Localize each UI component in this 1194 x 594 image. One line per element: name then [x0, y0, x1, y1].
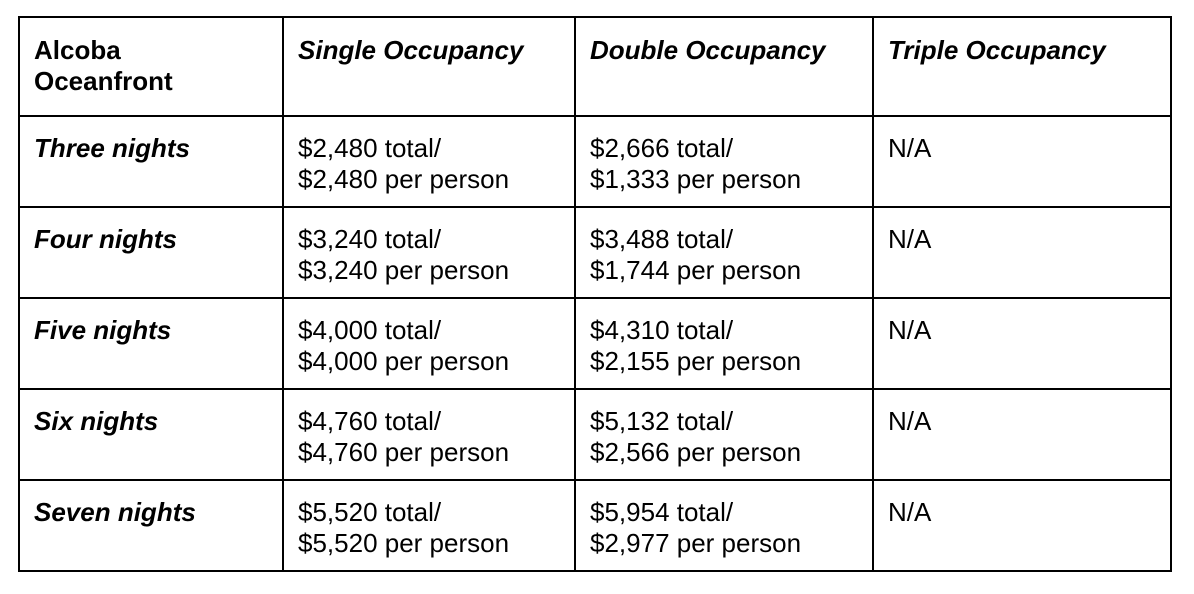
single-occupancy-cell — [283, 116, 575, 207]
per-person-price: $4,760 per person — [298, 437, 510, 467]
row-header: Six nights — [19, 389, 283, 480]
single-occupancy-cell — [283, 207, 575, 298]
triple-occupancy-cell: N/A — [873, 480, 1171, 571]
total-price: $2,480 total/ — [298, 133, 442, 163]
total-price: $3,488 total/ — [590, 224, 734, 254]
column-header-triple: Triple Occupancy — [873, 17, 1171, 116]
rates-table — [18, 16, 1172, 572]
per-person-price: $2,977 per person — [590, 528, 802, 558]
per-person-price: $2,480 per person — [298, 164, 510, 194]
triple-occupancy-cell: N/A — [873, 298, 1171, 389]
total-price: $4,310 total/ — [590, 315, 734, 345]
double-occupancy-cell — [575, 480, 873, 571]
single-occupancy-cell — [283, 389, 575, 480]
total-price: $5,954 total/ — [590, 497, 734, 527]
total-price: $5,520 total/ — [298, 497, 442, 527]
total-price: $4,000 total/ — [298, 315, 442, 345]
corner-label-line2: Oceanfront — [34, 66, 173, 96]
corner-cell — [19, 17, 283, 116]
triple-occupancy-cell: N/A — [873, 116, 1171, 207]
per-person-price: $3,240 per person — [298, 255, 510, 285]
total-price: $3,240 total/ — [298, 224, 442, 254]
triple-occupancy-cell: N/A — [873, 389, 1171, 480]
corner-label-line1: Alcoba — [34, 35, 121, 65]
header-row — [19, 17, 1171, 116]
column-header-double: Double Occupancy — [575, 17, 873, 116]
row-header: Five nights — [19, 298, 283, 389]
total-price: $2,666 total/ — [590, 133, 734, 163]
per-person-price: $1,333 per person — [590, 164, 802, 194]
row-header: Seven nights — [19, 480, 283, 571]
double-occupancy-cell — [575, 389, 873, 480]
per-person-price: $1,744 per person — [590, 255, 802, 285]
row-header: Three nights — [19, 116, 283, 207]
triple-occupancy-cell: N/A — [873, 207, 1171, 298]
single-occupancy-cell — [283, 480, 575, 571]
column-header-single: Single Occupancy — [283, 17, 575, 116]
table-row — [19, 116, 1171, 207]
row-header: Four nights — [19, 207, 283, 298]
total-price: $5,132 total/ — [590, 406, 734, 436]
double-occupancy-cell — [575, 207, 873, 298]
table-row — [19, 389, 1171, 480]
per-person-price: $4,000 per person — [298, 346, 510, 376]
double-occupancy-cell — [575, 298, 873, 389]
table-row — [19, 480, 1171, 571]
single-occupancy-cell — [283, 298, 575, 389]
table-row — [19, 207, 1171, 298]
per-person-price: $2,155 per person — [590, 346, 802, 376]
total-price: $4,760 total/ — [298, 406, 442, 436]
per-person-price: $5,520 per person — [298, 528, 510, 558]
table-row — [19, 298, 1171, 389]
double-occupancy-cell — [575, 116, 873, 207]
per-person-price: $2,566 per person — [590, 437, 802, 467]
